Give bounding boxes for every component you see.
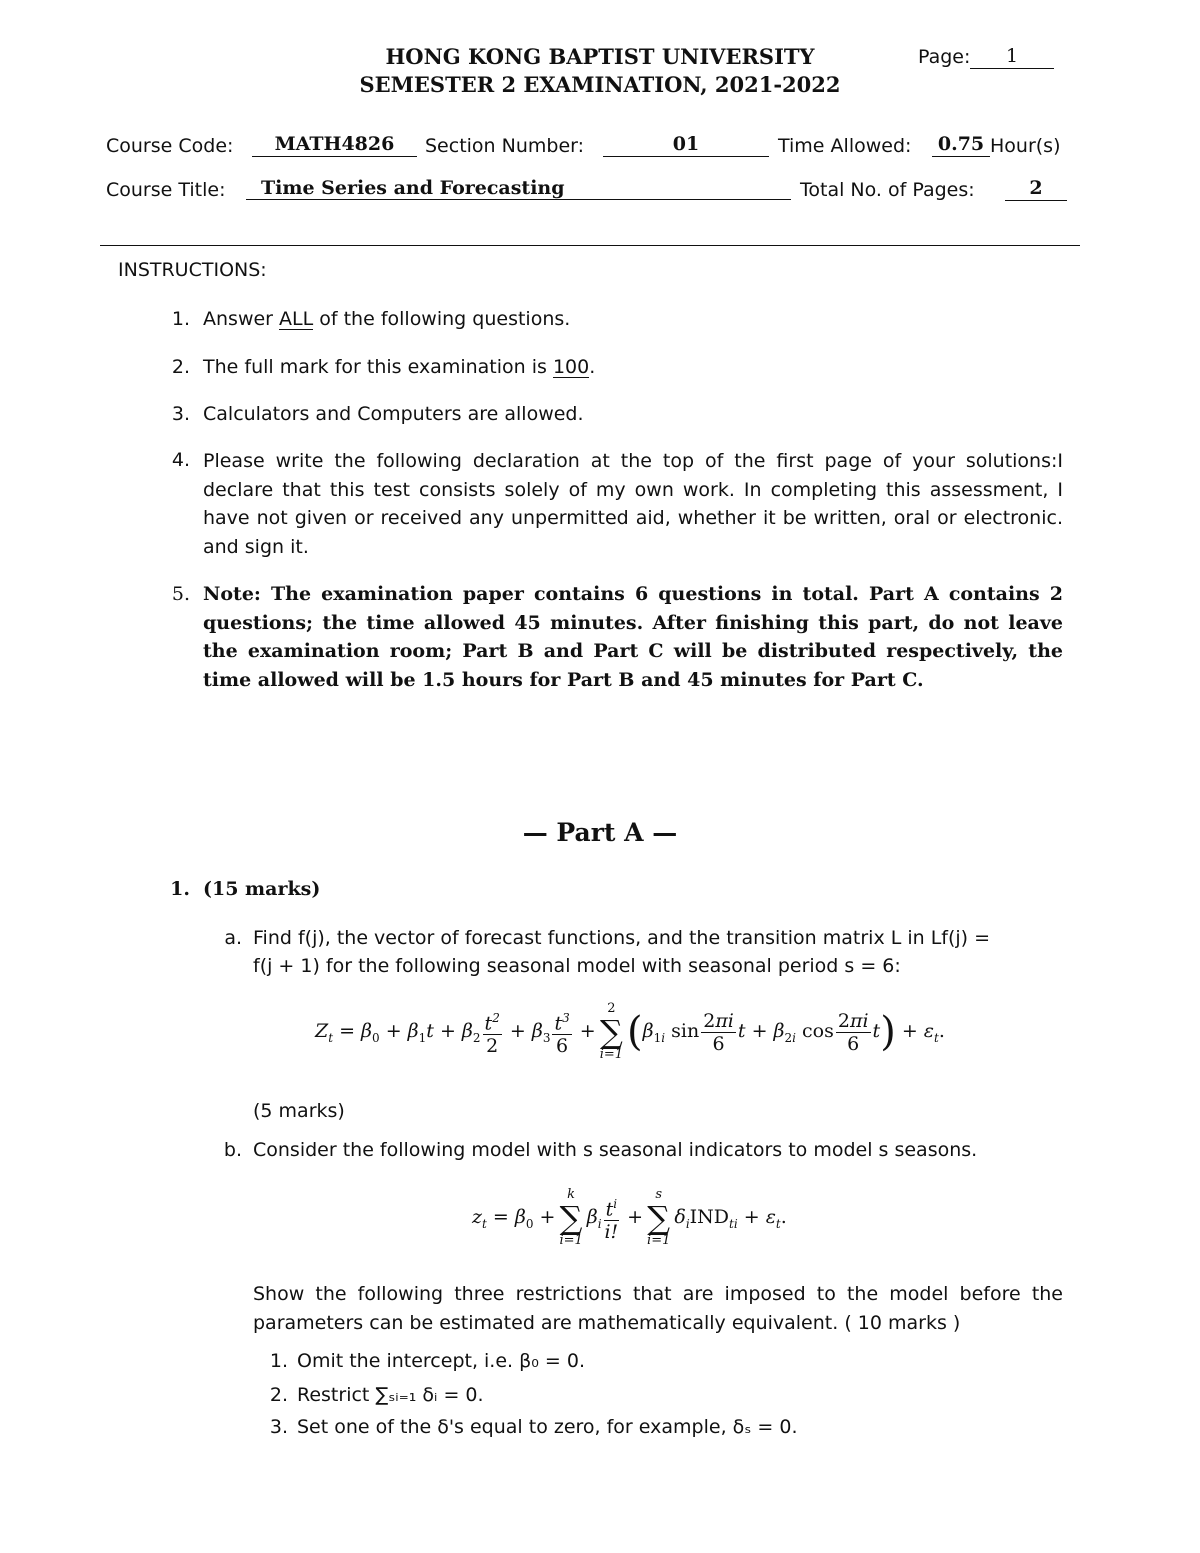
page-label: Page: <box>918 46 971 68</box>
course-title-value: Time Series and Forecasting <box>246 176 791 200</box>
restriction-text: Set one of the δ's equal to zero, for example, δₛ = 0. <box>297 1416 798 1438</box>
time-allowed-value: 0.75 <box>932 132 990 157</box>
restriction-text: Restrict ∑ₛᵢ₌₁ δᵢ = 0. <box>297 1384 484 1406</box>
page-number: 1 <box>970 44 1054 69</box>
total-pages-label: Total No. of Pages: <box>800 179 975 201</box>
restriction-number: 2. <box>269 1384 288 1406</box>
section-number-value: 01 <box>603 132 769 157</box>
subquestion-label: b. <box>223 1139 242 1161</box>
restriction-text: Omit the intercept, i.e. β₀ = 0. <box>297 1350 585 1372</box>
indicator-model-equation: $z_t = \beta_0$ + k ∑ i=1 $\beta_i$ $\frac{t^i}{i!}$ + s ∑ i=1 $\delta_iIND_{ti} + \varepsilon_t$. <box>472 1187 787 1248</box>
subquestion-text: Consider the following model with s seasonal indicators to model s seasons. <box>253 1139 978 1161</box>
header-divider <box>100 245 1080 246</box>
question-marks: (15 marks) <box>203 878 321 900</box>
seasonal-model-equation: $Z_t = \beta_0 + \beta_1t + \beta_2$ $\frac{t^2}{2}$ + $\beta_3$ $\frac{t^3}{6}$ + 2 ∑ i=1 ($\beta_{1i}$ sin $\frac{2\pi i}{6}$ $t + \beta_{2i}$ cos $\frac{2\pi i}{6}$ $t) + \varepsilon_t$. <box>315 1001 945 1062</box>
subquestion-followup: Show the following three restrictions that are imposed to the model before the parameters can be estimated are mathematically equivalent. ( 10 marks ) <box>253 1283 1063 1334</box>
instruction-item: The full mark for this examination is 100. <box>203 356 596 378</box>
instructions-heading: INSTRUCTIONS: <box>118 259 267 281</box>
instruction-number: 4. <box>171 449 190 471</box>
section-number-label: Section Number: <box>425 135 585 157</box>
course-title-label: Course Title: <box>106 179 226 201</box>
question-number: 1. <box>170 878 190 900</box>
instruction-number: 5. <box>171 583 190 605</box>
subquestion-text: Find f(j), the vector of forecast functions, and the transition matrix L in Lf(j) = <box>253 927 991 949</box>
instruction-item: Answer ALL of the following questions. <box>203 308 571 330</box>
total-pages-value: 2 <box>1005 176 1067 201</box>
time-unit: Hour(s) <box>990 135 1061 157</box>
part-heading: — Part A — <box>522 818 678 847</box>
instruction-number: 1. <box>171 308 190 330</box>
instruction-note: Note: The examination paper contains 6 questions in total. Part A contains 2 questions; the time allowed 45 minutes. After finishing this part, do not leave the examination room; Part B and Part C will be distributed respectively, the time allowed will be 1.5 hours for Part B and 45 minutes for Part C. <box>203 583 1063 691</box>
instruction-item: Please write the following declaration at the top of the first page of your solutions:I declare that this test consists solely of my own work. In completing this assessment, I have not given or received any unpermitted aid, whether it be written, oral or electronic. and sign it. <box>203 450 1063 558</box>
instruction-item: Calculators and Computers are allowed. <box>203 403 584 425</box>
restriction-number: 1. <box>269 1350 288 1372</box>
exam-title: SEMESTER 2 EXAMINATION, 2021-2022 <box>359 72 841 97</box>
subquestion-text: f(j + 1) for the following seasonal model with seasonal period s = 6: <box>253 955 901 977</box>
instruction-number: 2. <box>171 356 190 378</box>
time-allowed-label: Time Allowed: <box>778 135 912 157</box>
subquestion-label: a. <box>224 927 242 949</box>
course-code-label: Course Code: <box>106 135 234 157</box>
university-name: HONG KONG BAPTIST UNIVERSITY <box>385 44 815 69</box>
course-code-value: MATH4826 <box>252 132 417 157</box>
subquestion-marks: (5 marks) <box>253 1100 345 1122</box>
instruction-number: 3. <box>171 403 190 425</box>
restriction-number: 3. <box>269 1416 288 1438</box>
